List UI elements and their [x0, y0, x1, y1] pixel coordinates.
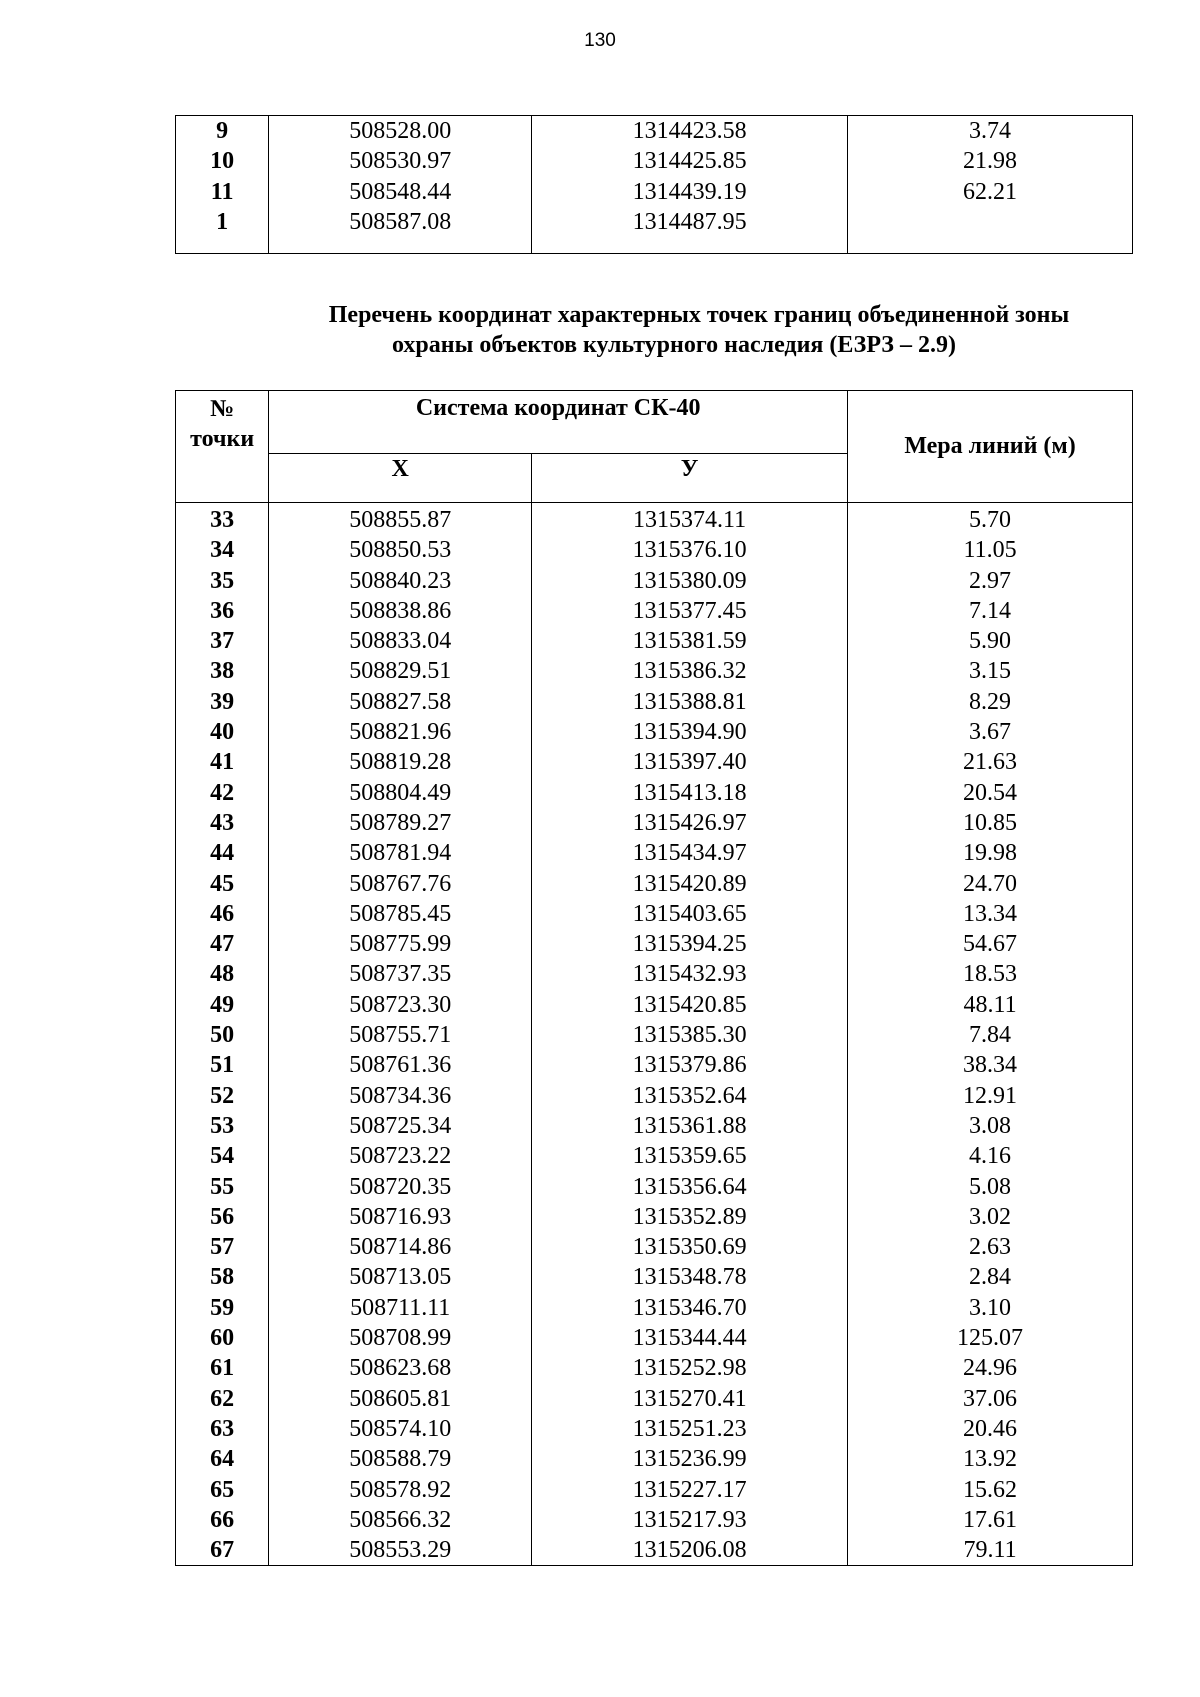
coordinates-table-body [176, 503, 1133, 1566]
y-cell: 1315359.65 [532, 1141, 848, 1171]
table-row [176, 1202, 1133, 1232]
y-cell: 1315413.18 [532, 778, 848, 808]
y-cell: 1315270.41 [532, 1384, 848, 1414]
measure-cell: 15.62 [848, 1475, 1133, 1505]
x-cell: 508708.99 [269, 1323, 532, 1353]
y-cell: 1315426.97 [532, 808, 848, 838]
y-cell: 1314425.85 [532, 146, 848, 176]
page-number: 130 [584, 30, 616, 51]
point-cell: 53 [176, 1111, 269, 1141]
table-row [176, 1172, 1133, 1202]
y-cell: 1315420.89 [532, 869, 848, 899]
spacer-row [176, 237, 1133, 254]
measure-cell: 2.63 [848, 1232, 1133, 1262]
measure-cell: 24.70 [848, 869, 1133, 899]
table-row [176, 1475, 1133, 1505]
x-cell: 508775.99 [269, 929, 532, 959]
table-row [176, 808, 1133, 838]
point-cell: 66 [176, 1505, 269, 1535]
table-row [176, 626, 1133, 656]
table-row [176, 717, 1133, 747]
measure-cell: 3.08 [848, 1111, 1133, 1141]
measure-cell: 18.53 [848, 959, 1133, 989]
section-title-line-1: Перечень координат характерных точек границ объединенной зоны [328, 302, 1070, 328]
y-cell: 1315236.99 [532, 1444, 848, 1474]
measure-cell: 20.54 [848, 778, 1133, 808]
table-row [176, 687, 1133, 717]
measure-cell: 125.07 [848, 1323, 1133, 1353]
measure-cell: 19.98 [848, 838, 1133, 868]
y-cell: 1315227.17 [532, 1475, 848, 1505]
x-cell: 508737.35 [269, 959, 532, 989]
spacer-cell [269, 237, 532, 254]
x-cell: 508804.49 [269, 778, 532, 808]
table-row [176, 1353, 1133, 1383]
point-cell: 35 [176, 566, 269, 596]
point-cell: 54 [176, 1141, 269, 1171]
table-row [176, 1262, 1133, 1292]
x-cell: 508734.36 [269, 1081, 532, 1111]
measure-cell: 3.10 [848, 1293, 1133, 1323]
table-row [176, 929, 1133, 959]
y-cell: 1315352.64 [532, 1081, 848, 1111]
x-cell: 508711.11 [269, 1293, 532, 1323]
x-cell: 508605.81 [269, 1384, 532, 1414]
y-cell: 1315356.64 [532, 1172, 848, 1202]
section-title [175, 300, 1133, 360]
table-row [176, 1020, 1133, 1050]
point-cell: 51 [176, 1050, 269, 1080]
measure-cell: 4.16 [848, 1141, 1133, 1171]
y-cell: 1315217.93 [532, 1505, 848, 1535]
x-cell: 508566.32 [269, 1505, 532, 1535]
table-row [176, 869, 1133, 899]
measure-cell: 2.84 [848, 1262, 1133, 1292]
y-cell: 1314423.58 [532, 116, 848, 147]
point-cell: 60 [176, 1323, 269, 1353]
measure-cell: 38.34 [848, 1050, 1133, 1080]
table-row [176, 503, 1133, 536]
measure-cell: 20.46 [848, 1414, 1133, 1444]
y-cell: 1315432.93 [532, 959, 848, 989]
measure-cell: 13.92 [848, 1444, 1133, 1474]
x-cell: 508588.79 [269, 1444, 532, 1474]
x-cell: 508855.87 [269, 503, 532, 536]
measure-cell: 48.11 [848, 990, 1133, 1020]
table-row [176, 1505, 1133, 1535]
continuation-table [175, 115, 1133, 254]
table-row [176, 1323, 1133, 1353]
x-cell: 508725.34 [269, 1111, 532, 1141]
x-cell: 508723.22 [269, 1141, 532, 1171]
x-cell: 508623.68 [269, 1353, 532, 1383]
spacer-cell [176, 237, 269, 254]
measure-cell: 5.70 [848, 503, 1133, 536]
y-cell: 1315385.30 [532, 1020, 848, 1050]
point-cell: 42 [176, 778, 269, 808]
x-cell: 508714.86 [269, 1232, 532, 1262]
x-cell: 508829.51 [269, 656, 532, 686]
table-row [176, 990, 1133, 1020]
measure-cell: 21.98 [848, 146, 1133, 176]
table-row [176, 838, 1133, 868]
y-cell: 1314487.95 [532, 207, 848, 237]
x-cell: 508789.27 [269, 808, 532, 838]
y-cell: 1315252.98 [532, 1353, 848, 1383]
header-x: Х [269, 454, 532, 503]
x-cell: 508840.23 [269, 566, 532, 596]
y-cell: 1314439.19 [532, 177, 848, 207]
y-cell: 1315380.09 [532, 566, 848, 596]
point-cell: 44 [176, 838, 269, 868]
point-cell: 34 [176, 535, 269, 565]
point-cell: 67 [176, 1535, 269, 1566]
y-cell: 1315376.10 [532, 535, 848, 565]
x-cell: 508785.45 [269, 899, 532, 929]
point-cell: 41 [176, 747, 269, 777]
table-row [176, 596, 1133, 626]
point-cell: 36 [176, 596, 269, 626]
header-line-measure: Мера линий (м) [848, 391, 1133, 503]
point-cell: 40 [176, 717, 269, 747]
y-cell: 1315388.81 [532, 687, 848, 717]
point-cell: 45 [176, 869, 269, 899]
y-cell: 1315386.32 [532, 656, 848, 686]
point-cell: 10 [176, 146, 269, 176]
point-cell: 63 [176, 1414, 269, 1444]
y-cell: 1315420.85 [532, 990, 848, 1020]
table-row [176, 1293, 1133, 1323]
y-cell: 1315394.25 [532, 929, 848, 959]
measure-cell: 10.85 [848, 808, 1133, 838]
header-point-number [176, 391, 269, 503]
x-cell: 508827.58 [269, 687, 532, 717]
x-cell: 508850.53 [269, 535, 532, 565]
x-cell: 508723.30 [269, 990, 532, 1020]
table-row [176, 116, 1133, 147]
point-cell: 48 [176, 959, 269, 989]
point-cell: 9 [176, 116, 269, 147]
y-cell: 1315206.08 [532, 1535, 848, 1566]
point-cell: 39 [176, 687, 269, 717]
point-cell: 64 [176, 1444, 269, 1474]
point-cell: 59 [176, 1293, 269, 1323]
point-cell: 65 [176, 1475, 269, 1505]
coordinates-table [175, 390, 1133, 1566]
x-cell: 508821.96 [269, 717, 532, 747]
point-cell: 58 [176, 1262, 269, 1292]
measure-cell: 3.15 [848, 656, 1133, 686]
measure-cell: 79.11 [848, 1535, 1133, 1566]
point-cell: 46 [176, 899, 269, 929]
measure-cell: 3.67 [848, 717, 1133, 747]
measure-cell: 11.05 [848, 535, 1133, 565]
x-cell: 508578.92 [269, 1475, 532, 1505]
table-row [176, 535, 1133, 565]
measure-cell: 7.84 [848, 1020, 1133, 1050]
table-row [176, 177, 1133, 207]
x-cell: 508713.05 [269, 1262, 532, 1292]
y-cell: 1315346.70 [532, 1293, 848, 1323]
table-row [176, 1535, 1133, 1566]
point-cell: 52 [176, 1081, 269, 1111]
point-cell: 1 [176, 207, 269, 237]
measure-cell: 3.74 [848, 116, 1133, 147]
header-coordinate-system: Система координат СК-40 [269, 391, 848, 454]
table-row [176, 747, 1133, 777]
measure-cell: 5.08 [848, 1172, 1133, 1202]
table-row [176, 1444, 1133, 1474]
point-cell: 49 [176, 990, 269, 1020]
y-cell: 1315394.90 [532, 717, 848, 747]
table-row [176, 778, 1133, 808]
x-cell: 508838.86 [269, 596, 532, 626]
measure-cell: 13.34 [848, 899, 1133, 929]
measure-cell: 8.29 [848, 687, 1133, 717]
y-cell: 1315377.45 [532, 596, 848, 626]
measure-cell: 12.91 [848, 1081, 1133, 1111]
point-cell: 47 [176, 929, 269, 959]
table-row [176, 1081, 1133, 1111]
y-cell: 1315361.88 [532, 1111, 848, 1141]
y-cell: 1315350.69 [532, 1232, 848, 1262]
x-cell: 508574.10 [269, 1414, 532, 1444]
table-row [176, 899, 1133, 929]
x-cell: 508819.28 [269, 747, 532, 777]
table-row [176, 207, 1133, 237]
header-point-symbol: № [210, 396, 235, 422]
table-row [176, 566, 1133, 596]
y-cell: 1315434.97 [532, 838, 848, 868]
x-cell: 508553.29 [269, 1535, 532, 1566]
y-cell: 1315374.11 [532, 503, 848, 536]
y-cell: 1315397.40 [532, 747, 848, 777]
table-row [176, 1414, 1133, 1444]
x-cell: 508767.76 [269, 869, 532, 899]
x-cell: 508781.94 [269, 838, 532, 868]
y-cell: 1315352.89 [532, 1202, 848, 1232]
x-cell: 508755.71 [269, 1020, 532, 1050]
measure-cell: 7.14 [848, 596, 1133, 626]
table-row [176, 1141, 1133, 1171]
x-cell: 508761.36 [269, 1050, 532, 1080]
point-cell: 33 [176, 503, 269, 536]
point-cell: 38 [176, 656, 269, 686]
point-cell: 56 [176, 1202, 269, 1232]
x-cell: 508720.35 [269, 1172, 532, 1202]
y-cell: 1315381.59 [532, 626, 848, 656]
measure-cell: 2.97 [848, 566, 1133, 596]
measure-cell: 24.96 [848, 1353, 1133, 1383]
x-cell: 508548.44 [269, 177, 532, 207]
table-row [176, 1111, 1133, 1141]
table-row [176, 656, 1133, 686]
header-y: У [532, 454, 848, 503]
y-cell: 1315251.23 [532, 1414, 848, 1444]
measure-cell: 54.67 [848, 929, 1133, 959]
measure-cell: 37.06 [848, 1384, 1133, 1414]
y-cell: 1315403.65 [532, 899, 848, 929]
point-cell: 61 [176, 1353, 269, 1383]
table-row [176, 146, 1133, 176]
x-cell: 508530.97 [269, 146, 532, 176]
point-cell: 57 [176, 1232, 269, 1262]
measure-cell: 5.90 [848, 626, 1133, 656]
x-cell: 508716.93 [269, 1202, 532, 1232]
point-cell: 11 [176, 177, 269, 207]
header-point-word: точки [190, 426, 255, 452]
y-cell: 1315344.44 [532, 1323, 848, 1353]
x-cell: 508833.04 [269, 626, 532, 656]
spacer-cell [532, 237, 848, 254]
point-cell: 37 [176, 626, 269, 656]
point-cell: 43 [176, 808, 269, 838]
table-row [176, 959, 1133, 989]
measure-cell: 3.02 [848, 1202, 1133, 1232]
point-cell: 62 [176, 1384, 269, 1414]
table-row [176, 1050, 1133, 1080]
point-cell: 50 [176, 1020, 269, 1050]
table-row [176, 1384, 1133, 1414]
table-row [176, 1232, 1133, 1262]
y-cell: 1315348.78 [532, 1262, 848, 1292]
section-title-line-2: охраны объектов культурного наследия (ЕЗРЗ – 2.9) [392, 332, 956, 358]
x-cell: 508587.08 [269, 207, 532, 237]
point-cell: 55 [176, 1172, 269, 1202]
measure-cell [848, 207, 1133, 237]
continuation-table-body [176, 116, 1133, 254]
measure-cell: 17.61 [848, 1505, 1133, 1535]
x-cell: 508528.00 [269, 116, 532, 147]
measure-cell: 21.63 [848, 747, 1133, 777]
y-cell: 1315379.86 [532, 1050, 848, 1080]
spacer-cell [848, 237, 1133, 254]
measure-cell: 62.21 [848, 177, 1133, 207]
